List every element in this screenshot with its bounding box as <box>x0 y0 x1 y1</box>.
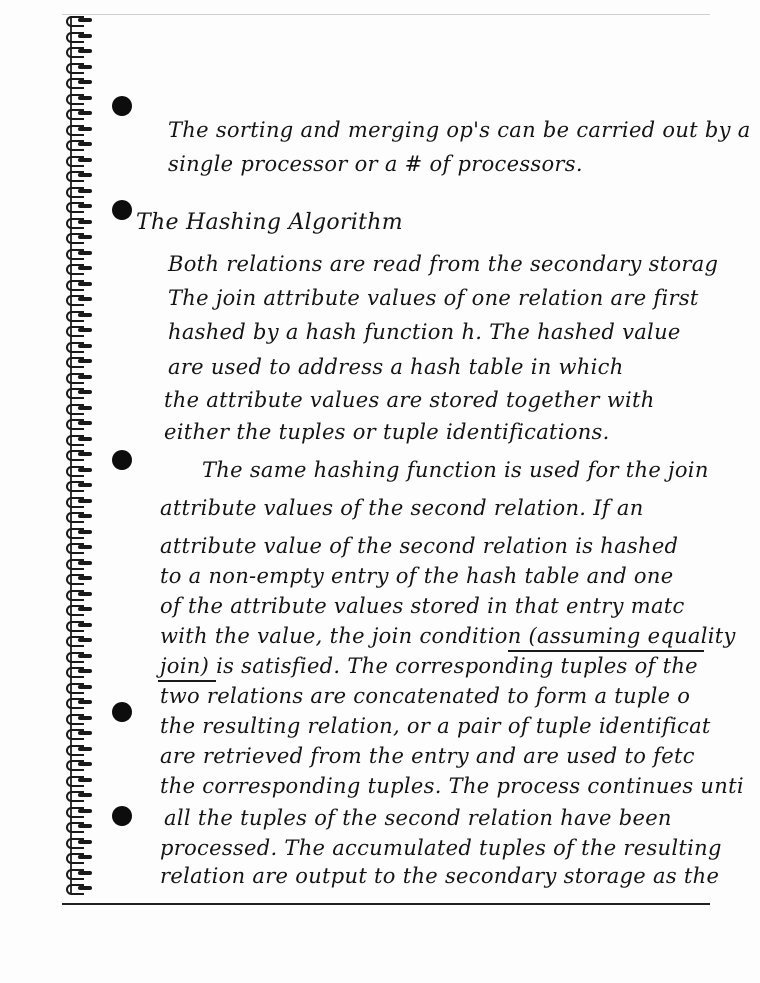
coil-tick <box>78 359 92 363</box>
coil-tick <box>78 731 92 735</box>
spiral-coil <box>62 435 98 443</box>
spiral-coil <box>62 791 98 799</box>
spiral-coil <box>62 714 98 722</box>
spiral-coil <box>62 683 98 691</box>
paragraph-line: of the attribute values stored in that entry matc <box>160 594 685 618</box>
coil-tick <box>78 623 92 627</box>
coil-tick <box>78 700 92 704</box>
paragraph-line: attribute values of the second relation. If an <box>160 496 644 520</box>
spiral-coil <box>62 264 98 272</box>
spiral-coil <box>62 853 98 861</box>
spiral-coil <box>62 78 98 86</box>
coil-tick <box>78 654 92 658</box>
punch-hole <box>112 806 132 826</box>
coil-tick <box>78 545 92 549</box>
coil-tick <box>78 158 92 162</box>
coil-tick <box>78 685 92 689</box>
spiral-coil <box>62 667 98 675</box>
underline-mark <box>158 680 216 682</box>
spiral-coil <box>62 311 98 319</box>
spiral-coil <box>62 605 98 613</box>
spiral-coil <box>62 543 98 551</box>
coil-tick <box>78 406 92 410</box>
paragraph-line: hashed by a hash function h. The hashed value <box>168 320 681 344</box>
coil-tick <box>78 220 92 224</box>
paragraph-line: attribute value of the second relation is hashed <box>160 534 679 558</box>
spiral-coil <box>62 94 98 102</box>
coil-tick <box>78 96 92 100</box>
coil-tick <box>78 421 92 425</box>
coil-tick <box>78 251 92 255</box>
coil-tick <box>78 809 92 813</box>
paragraph-line: to a non-empty entry of the hash table and one <box>160 564 674 588</box>
spiral-coil <box>62 822 98 830</box>
spiral-coil <box>62 156 98 164</box>
coil-tick <box>78 173 92 177</box>
coil-tick <box>78 530 92 534</box>
coil-tick <box>78 871 92 875</box>
coil-tick <box>78 483 92 487</box>
spiral-coil <box>62 559 98 567</box>
spiral-coil <box>62 342 98 350</box>
coil-tick <box>78 235 92 239</box>
spiral-coil <box>62 838 98 846</box>
paragraph-line: with the value, the join condition (assuming equality <box>160 624 736 648</box>
spiral-coil <box>62 760 98 768</box>
coil-tick <box>78 824 92 828</box>
coil-tick <box>78 437 92 441</box>
coil-tick <box>78 762 92 766</box>
spiral-coil <box>62 512 98 520</box>
spiral-coil <box>62 590 98 598</box>
paragraph-line: all the tuples of the second relation have been <box>164 806 672 830</box>
coil-tick <box>78 607 92 611</box>
spiral-coil <box>62 388 98 396</box>
spiral-coil <box>62 373 98 381</box>
spiral-coil <box>62 636 98 644</box>
coil-tick <box>78 716 92 720</box>
coil-tick <box>78 204 92 208</box>
coil-tick <box>78 840 92 844</box>
paragraph-line: two relations are concatenated to form a tuple o <box>160 684 691 708</box>
paragraph-line: are retrieved from the entry and are used to fetc <box>160 744 695 768</box>
intro-line: single processor or a # of processors. <box>168 152 583 176</box>
spiral-coil <box>62 621 98 629</box>
paragraph-line: are used to address a hash table in which <box>168 355 624 379</box>
spiral-coil <box>62 528 98 536</box>
coil-tick <box>78 778 92 782</box>
coil-tick <box>78 576 92 580</box>
spiral-coil <box>62 125 98 133</box>
spiral-coil <box>62 326 98 334</box>
coil-tick <box>78 142 92 146</box>
paragraph-line: join) is satisfied. The corresponding tuples of the <box>160 654 698 678</box>
underline-mark <box>508 650 704 652</box>
coil-tick <box>78 111 92 115</box>
coil-tick <box>78 344 92 348</box>
coil-tick <box>78 468 92 472</box>
coil-tick <box>78 747 92 751</box>
spiral-coil <box>62 357 98 365</box>
paragraph-line: The join attribute values of one relation are first <box>168 286 699 310</box>
spiral-coil <box>62 140 98 148</box>
coil-tick <box>78 669 92 673</box>
spiral-binding <box>62 16 102 896</box>
coil-tick <box>78 390 92 394</box>
coil-tick <box>78 282 92 286</box>
coil-tick <box>78 65 92 69</box>
coil-tick <box>78 375 92 379</box>
coil-tick <box>78 793 92 797</box>
coil-tick <box>78 886 92 890</box>
section-heading: The Hashing Algorithm <box>136 210 403 235</box>
paragraph-line: the corresponding tuples. The process continues unti <box>160 774 744 798</box>
punch-hole <box>112 450 132 470</box>
coil-tick <box>78 592 92 596</box>
paragraph-line: the attribute values are stored together with <box>164 388 655 412</box>
coil-tick <box>78 127 92 131</box>
coil-tick <box>78 514 92 518</box>
coil-tick <box>78 80 92 84</box>
spiral-coil <box>62 419 98 427</box>
spiral-coil <box>62 202 98 210</box>
spiral-coil <box>62 109 98 117</box>
coil-tick <box>78 499 92 503</box>
spiral-coil <box>62 32 98 40</box>
paragraph-line: relation are output to the secondary storage as the <box>160 864 720 888</box>
spiral-coil <box>62 404 98 412</box>
spiral-coil <box>62 574 98 582</box>
coil-tick <box>78 328 92 332</box>
punch-hole <box>112 702 132 722</box>
spiral-coil <box>62 187 98 195</box>
spiral-coil <box>62 729 98 737</box>
spiral-coil <box>62 218 98 226</box>
spiral-coil <box>62 698 98 706</box>
spiral-coil <box>62 869 98 877</box>
spiral-coil <box>62 884 98 892</box>
spiral-coil <box>62 171 98 179</box>
punch-hole <box>112 96 132 116</box>
spiral-coil <box>62 481 98 489</box>
spiral-coil <box>62 807 98 815</box>
paragraph-line: the resulting relation, or a pair of tuple identificat <box>160 714 711 738</box>
coil-tick <box>78 452 92 456</box>
spiral-coil <box>62 295 98 303</box>
coil-tick <box>78 297 92 301</box>
coil-tick <box>78 18 92 22</box>
paragraph-line: either the tuples or tuple identifications. <box>164 420 610 444</box>
spiral-coil <box>62 466 98 474</box>
intro-line: The sorting and merging op's can be carried out by a <box>168 118 751 142</box>
punch-hole <box>112 200 132 220</box>
spiral-coil <box>62 16 98 24</box>
paragraph-line: The same hashing function is used for the join <box>202 458 709 482</box>
spiral-coil <box>62 47 98 55</box>
coil-tick <box>78 855 92 859</box>
coil-tick <box>78 561 92 565</box>
spiral-coil <box>62 450 98 458</box>
spiral-coil <box>62 497 98 505</box>
coil-tick <box>78 34 92 38</box>
spiral-coil <box>62 652 98 660</box>
coil-tick <box>78 638 92 642</box>
paragraph-line: Both relations are read from the secondary storag <box>168 252 719 276</box>
paragraph-line: processed. The accumulated tuples of the resulting <box>160 836 722 860</box>
spiral-coil <box>62 280 98 288</box>
coil-tick <box>78 266 92 270</box>
coil-tick <box>78 313 92 317</box>
spiral-coil <box>62 233 98 241</box>
spiral-coil <box>62 745 98 753</box>
spiral-coil <box>62 63 98 71</box>
coil-tick <box>78 49 92 53</box>
spiral-coil <box>62 776 98 784</box>
coil-tick <box>78 189 92 193</box>
spiral-coil <box>62 249 98 257</box>
